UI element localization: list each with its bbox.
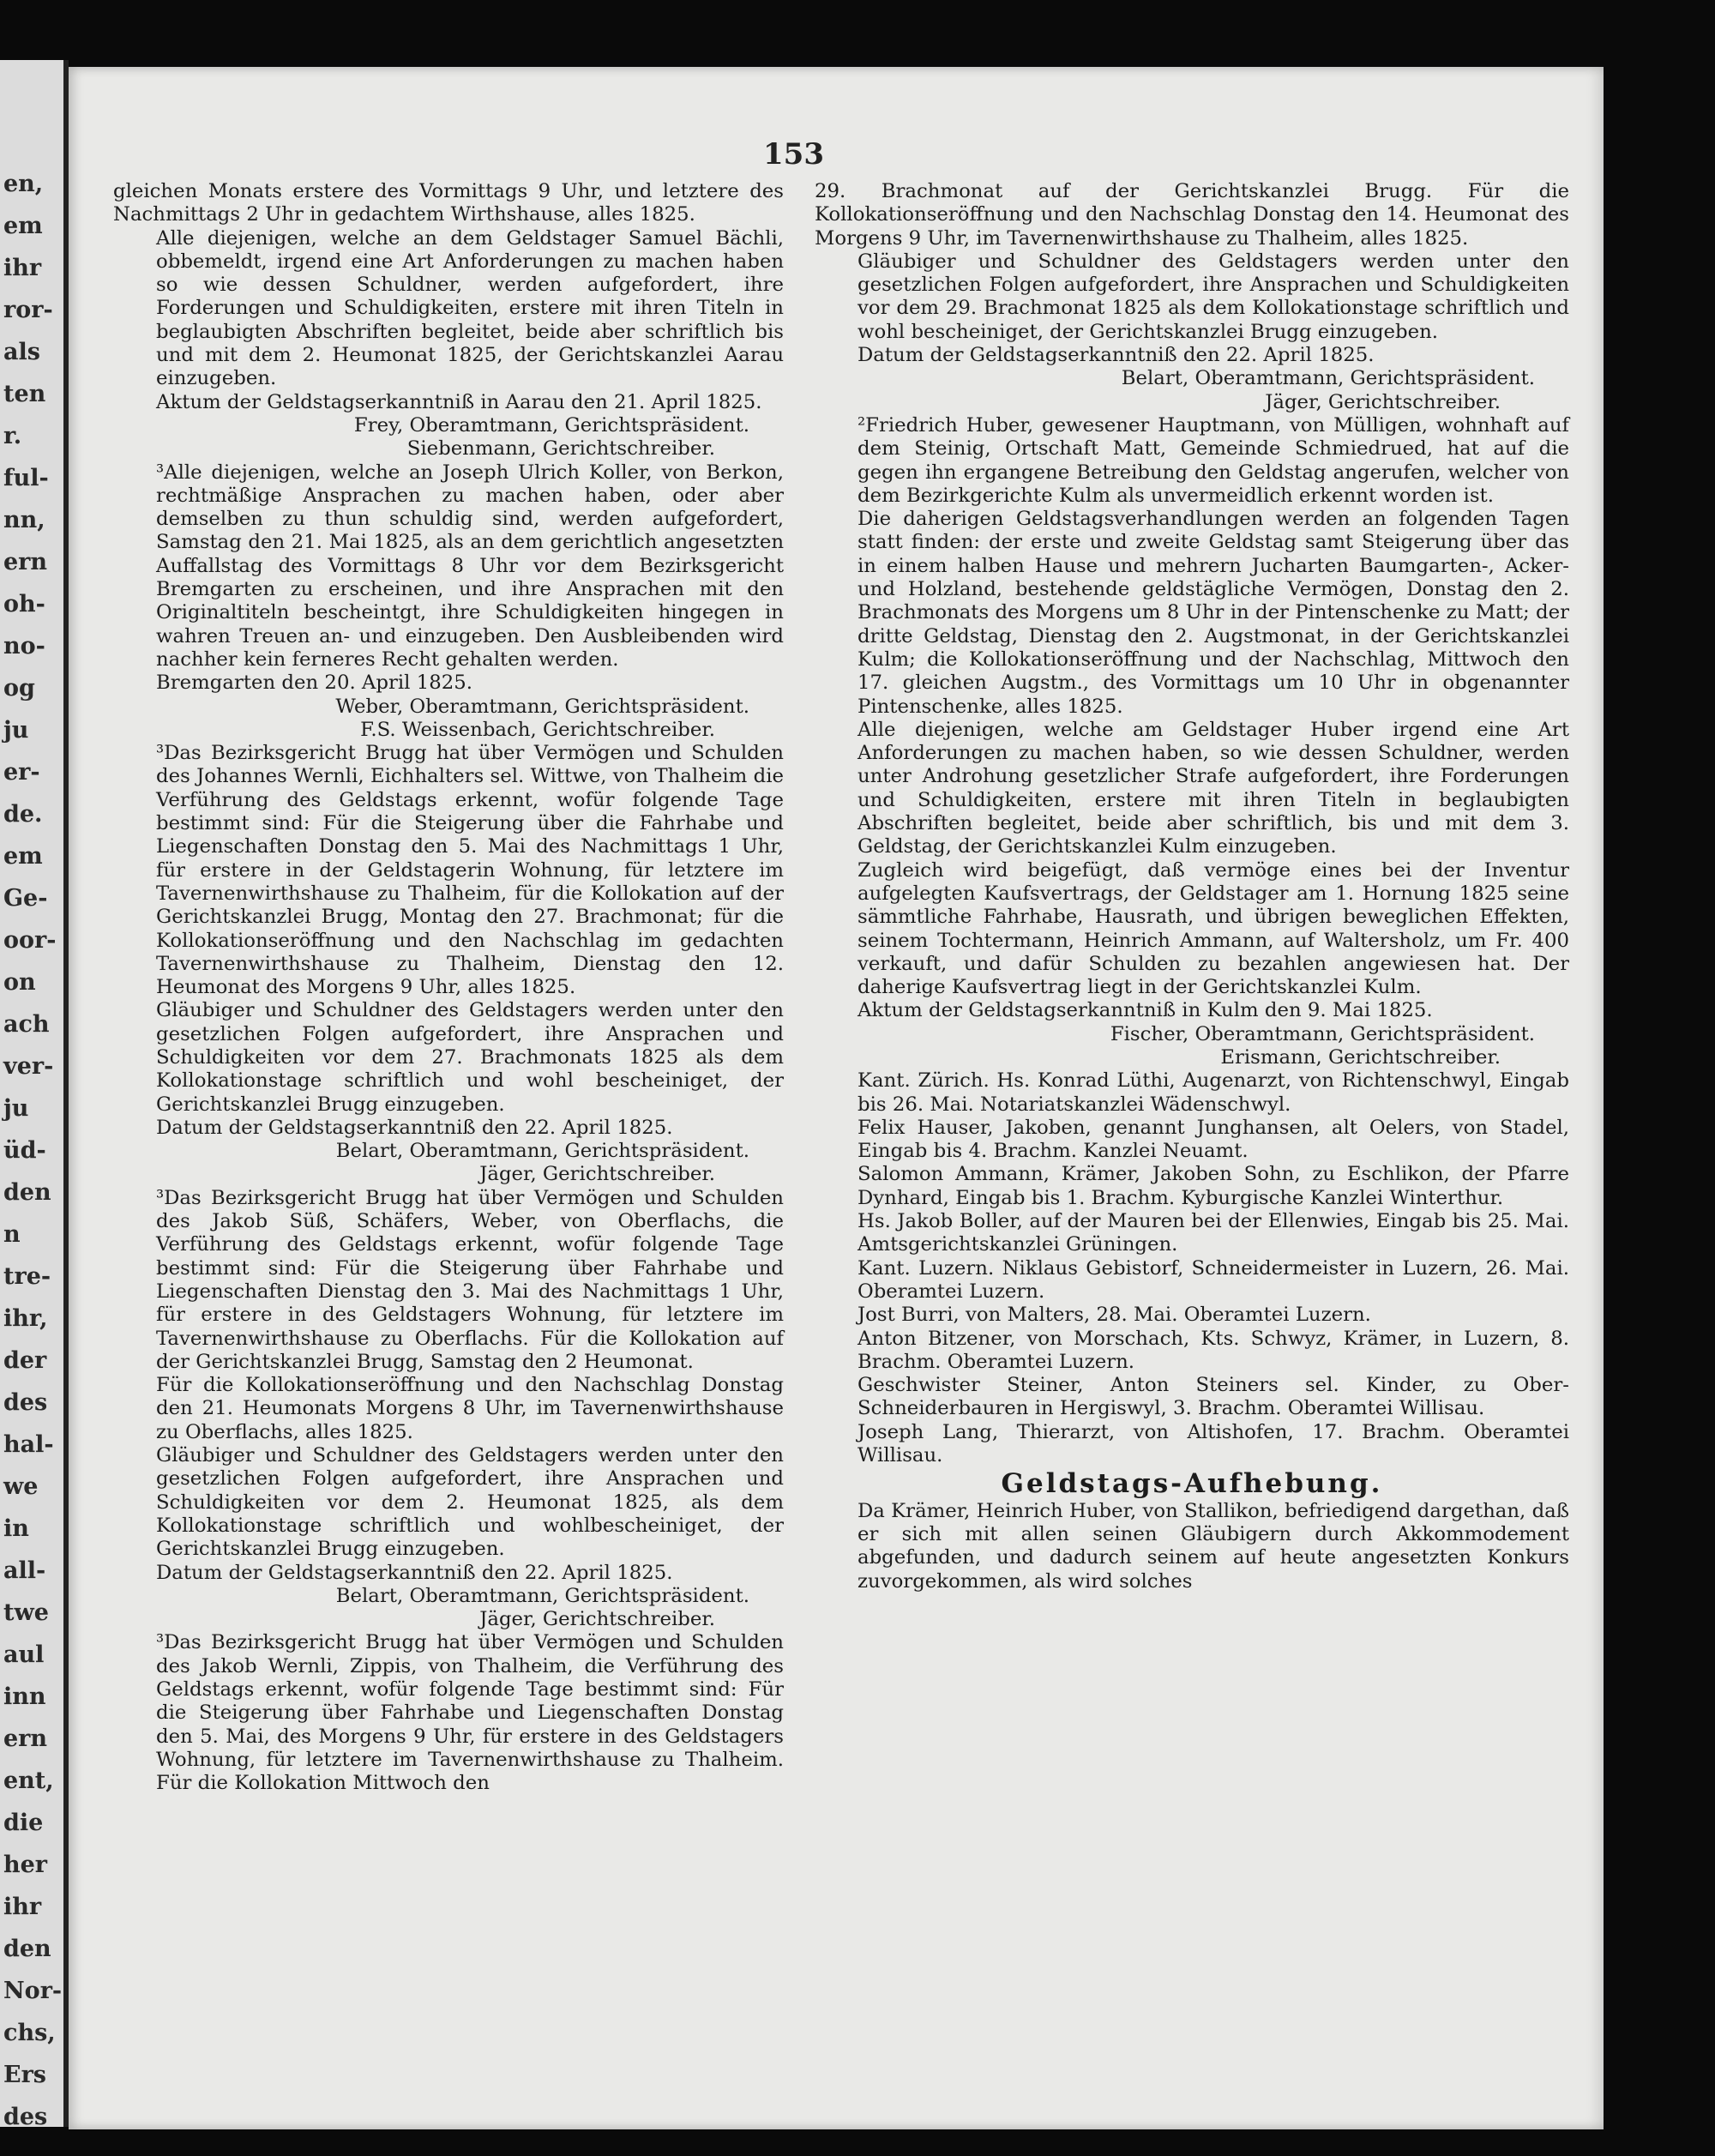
previous-page-fragment: ful- [3, 465, 49, 491]
previous-page-fragment: twe [3, 1599, 49, 1626]
previous-page-fragment: inn [3, 1683, 46, 1710]
notice-paragraph: Datum der Geldstagserkanntniß den 22. April 1825. [156, 1116, 673, 1139]
previous-page-fragment: en, [3, 171, 44, 197]
previous-page-fragment: Nor- [3, 1978, 63, 2004]
previous-page-edge [0, 60, 69, 2127]
previous-page-fragment: ten [3, 381, 46, 407]
right-column [815, 180, 1569, 1593]
notice-paragraph: Für die Kollokationseröffnung und den Nachschlag Donstag den 21. Heumonats Morgens 8 Uhr, im Tavernenwirthshause zu Oberflachs, alles 1825. [156, 1374, 784, 1443]
previous-page-fragment: der [3, 1347, 47, 1374]
previous-page-fragment: ihr [3, 1894, 42, 1920]
previous-page-fragment: ern [3, 549, 48, 575]
signature-line: Belart, Oberamtmann, Gerichtspräsident. [335, 1584, 749, 1607]
previous-page-fragment: aul [3, 1641, 45, 1668]
previous-page-fragment: in [3, 1515, 29, 1542]
previous-page-fragment: chs, [3, 2020, 56, 2046]
previous-page-fragment: ju [3, 1095, 29, 1122]
notice-paragraph: Anton Bitzener, von Morschach, Kts. Schwyz, Krämer, in Luzern, 8. Brachm. Oberamtei Luzern. [858, 1327, 1569, 1373]
previous-page-fragment: üd- [3, 1137, 46, 1164]
signature-line: Erismann, Gerichtschreiber. [1220, 1045, 1501, 1069]
previous-page-fragment: og [3, 675, 35, 702]
previous-page-fragment: er- [3, 759, 40, 786]
signature-line: Weber, Oberamtmann, Gerichtspräsident. [335, 695, 749, 718]
section-heading: Geldstags-Aufhebung. [1001, 1468, 1383, 1500]
previous-page-fragment: no- [3, 633, 45, 659]
previous-page-fragment: r. [3, 423, 22, 449]
notice-paragraph: Die daherigen Geldstagsverhandlungen werden an folgenden Tagen statt finden: der erste und zweite Geldstag samt Steigerung über das in einem halben Hause und mehrern Jucharten Baumgarten-, Acker- und Holzland, bestehende geldstägliche Vermögen, Donstag den 2. Brachmonats des Morgens um 8 Uhr in der Pintenschenke zu Matt; der dritte Geldstag, Dienstag den 2. Augstmonat, in der Gerichtskanzlei Kulm; die Kollokationseröffnung und der Nachschlag, Mittwoch den 17. gleichen Augstm., des Vormittags um 10 Uhr in obgenannter Pintenschenke, alles 1825. [858, 508, 1569, 718]
notice-paragraph: Gläubiger und Schuldner des Geldstagers werden unter den gesetzlichen Folgen aufgefordert, ihre Ansprachen und Schuldigkeiten vor dem 2. Heumonat 1825, als dem Kollokationstage schriftlich und wohlbescheiniget, der Gerichtskanzlei Brugg einzugeben. [156, 1444, 784, 1561]
notice-paragraph: ³Das Bezirksgericht Brugg hat über Vermögen und Schulden des Johannes Wernli, Eichhalters sel. Wittwe, von Thalheim die Verführung des Geldstags erkennt, wofür folgende Tage bestimmt sind: Für die Steigerung über die Fahrhabe und Liegenschaften Donstag den 5. Mai des Nachmittags 1 Uhr, für erstere in der Geldstagerin Wohnung, für letztere im Tavernenwirthshause zu Thalheim, für die Kollokation auf der Gerichtskanzlei Brugg, Montag den 27. Brachmonat; für die Kollokationseröffnung und den Nachschlag im gedachten Tavernenwirthshause zu Thalheim, Dienstag den 12. Heumonat des Morgens 9 Uhr, alles 1825. [156, 742, 784, 999]
previous-page-fragment: ver- [3, 1053, 54, 1080]
previous-page-fragment: die [3, 1810, 44, 1836]
notice-paragraph: Zugleich wird beigefügt, daß vermöge eines bei der Inventur aufgelegten Kaufsvertrags, der Geldstager am 1. Hornung 1825 seine sämmtliche Fahrhabe, Hausrath, und übrigen beweglichen Effekten, seinem Tochtermann, Heinrich Ammann, auf Waltersholz, um Fr. 400 verkauft, und dafür Schulden zu bezahlen angewiesen hat. Der daherige Kaufsvertrag liegt in der Gerichtskanzlei Kulm. [858, 858, 1569, 999]
previous-page-fragment: Ers [3, 2062, 47, 2088]
notice-paragraph: Alle diejenigen, welche an dem Geldstager Samuel Bächli, obbemeldt, irgend eine Art Anforderungen zu machen haben so wie dessen Schuldner, werden aufgefordert, ihre Forderungen und Schuldigkeiten, erstere mit ihren Titeln in beglaubigten Abschriften begleitet, beide aber schriftlich bis und mit dem 2. Heumonat 1825, der Gerichtskanzlei Aarau einzugeben. [156, 226, 784, 390]
previous-page-fragment: all- [3, 1557, 46, 1584]
previous-page-fragment: de. [3, 801, 43, 828]
signature-line: Siebenmann, Gerichtschreiber. [406, 437, 715, 461]
previous-page-fragment: als [3, 339, 40, 365]
previous-page-fragment: ror- [3, 297, 53, 323]
page-number: 153 [763, 137, 824, 172]
notice-paragraph: Bremgarten den 20. April 1825. [156, 671, 472, 695]
previous-page-fragment: on [3, 969, 36, 996]
previous-page-fragment: n [3, 1221, 21, 1248]
signature-line: Jäger, Gerichtschreiber. [479, 1608, 715, 1631]
signature-line: Belart, Oberamtmann, Gerichtspräsident. [1121, 367, 1535, 390]
previous-page-fragment: em [3, 843, 43, 870]
notice-paragraph: Felix Hauser, Jakoben, genannt Junghansen, alt Oelers, von Stadel, Eingab bis 4. Brachm. Kanzlei Neuamt. [858, 1116, 1569, 1163]
previous-page-fragment: nn, [3, 507, 45, 533]
signature-line: F.S. Weissenbach, Gerichtschreiber. [360, 718, 715, 741]
notice-paragraph: Kant. Zürich. Hs. Konrad Lüthi, Augenarzt, von Richtenschwyl, Eingab bis 26. Mai. Notariatskanzlei Wädenschwyl. [858, 1069, 1569, 1116]
notice-paragraph: ³Alle diejenigen, welche an Joseph Ulrich Koller, von Berkon, rechtmäßige Ansprachen zu machen haben, oder aber demselben zu thun schuldig sind, werden aufgefordert, Samstag den 21. Mai 1825, als an dem gerichtlich angesetzten Auffallstag des Vormittags 8 Uhr vor dem Bezirksgericht Bremgarten zu erscheinen, und ihre Ansprachen mit den Originaltiteln bescheintgt, ihre Schuldigkeiten hingegen in wahren Treuen an- und einzugeben. Den Ausbleibenden wird nachher kein ferneres Recht gehalten werden. [156, 461, 784, 671]
previous-page-fragment: oh- [3, 591, 45, 617]
previous-page-fragment: ach [3, 1011, 50, 1038]
notice-paragraph: Alle diejenigen, welche am Geldstager Huber irgend eine Art Anforderungen zu machen haben, so wie dessen Schuldner, werden unter Androhung gesetzlicher Strafe aufgefordert, ihre Forderungen und Schuldigkeiten, erstere mit ihren Titeln in beglaubigten Abschriften begleitet, beide aber schriftlich, bis und mit dem 3. Geldstag, der Gerichtskanzlei Kulm einzugeben. [858, 718, 1569, 858]
previous-page-fragment: oor- [3, 927, 57, 954]
notice-paragraph: ²Friedrich Huber, gewesener Hauptmann, von Mülligen, wohnhaft auf dem Steinig, Ortschaft Matt, Gemeinde Schmiedrued, hat auf die gegen ihn ergangene Betreibung den Geldstag angerufen, welcher von dem Bezirkgerichte Kulm als unvermeidlich erkennt worden ist. [858, 413, 1569, 507]
previous-page-fragment: tre- [3, 1263, 51, 1290]
signature-line: Jäger, Gerichtschreiber. [1265, 390, 1501, 413]
notice-paragraph: Aktum der Geldstagserkanntniß in Kulm den 9. Mai 1825. [858, 999, 1433, 1022]
previous-page-fragment: ern [3, 1725, 48, 1752]
notice-paragraph: Gläubiger und Schuldner des Geldstagers werden unter den gesetzlichen Folgen aufgefordert, ihre Ansprachen und Schuldigkeiten vor dem 27. Brachmonats 1825 als dem Kollokationstage schriftlich und wohl bescheiniget, der Gerichtskanzlei Brugg einzugeben. [156, 999, 784, 1116]
previous-page-fragment: em [3, 213, 43, 239]
previous-page-fragment: den [3, 1179, 51, 1206]
newspaper-page [69, 67, 1604, 2129]
previous-page-fragment: ihr [3, 255, 42, 281]
signature-line: Jäger, Gerichtschreiber. [479, 1163, 715, 1186]
previous-page-fragment: des [3, 1389, 48, 1416]
notice-paragraph: ³Das Bezirksgericht Brugg hat über Vermögen und Schulden des Jakob Wernli, Zippis, von Thalheim, die Verführung des Geldstags erkennt, wofür folgende Tage bestimmt sind: Für die Steigerung über Fahrhabe und Liegenschaften Donstag den 5. Mai, des Morgens 9 Uhr, für erstere in des Geldstagers Wohnung, für letztere im Tavernenwirthshause zu Thalheim. Für die Kollokation Mittwoch den [156, 1631, 784, 1795]
notice-paragraph: Aktum der Geldstagserkanntniß in Aarau den 21. April 1825. [156, 390, 762, 413]
notice-paragraph: Datum der Geldstagserkanntniß den 22. April 1825. [156, 1561, 673, 1584]
left-column [113, 180, 784, 1795]
notice-paragraph: Joseph Lang, Thierarzt, von Altishofen, 17. Brachm. Oberamtei Willisau. [858, 1420, 1569, 1467]
previous-page-fragment: des [3, 2104, 48, 2127]
notice-paragraph: gleichen Monats erstere des Vormittags 9 Uhr, und letztere des Nachmittags 2 Uhr in gedachtem Wirthshause, alles 1825. [113, 180, 784, 226]
notice-paragraph: Jost Burri, von Malters, 28. Mai. Oberamtei Luzern. [858, 1304, 1371, 1327]
signature-line: Frey, Oberamtmann, Gerichtspräsident. [353, 413, 749, 437]
notice-paragraph: Datum der Geldstagserkanntniß den 22. April 1825. [858, 344, 1375, 367]
notice-paragraph: Hs. Jakob Boller, auf der Mauren bei der Ellenwies, Eingab bis 25. Mai. Amtsgerichtskanzlei Grüningen. [858, 1210, 1569, 1256]
notice-paragraph: ³Das Bezirksgericht Brugg hat über Vermögen und Schulden des Jakob Süß, Schäfers, Weber, von Oberflachs, die Verführung des Geldstags erkennt, wofür folgende Tage bestimmt sind: Für die Steigerung über Fahrhabe und Liegenschaften Dienstag den 3. Mai des Nachmittags 1 Uhr, für erstere in des Geldstagers Wohnung, für letztere im Tavernenwirthshause zu Oberflachs. Für die Kollokation auf der Gerichtskanzlei Brugg, Samstag den 2 Heumonat. [156, 1186, 784, 1373]
notice-paragraph: 29. Brachmonat auf der Gerichtskanzlei Brugg. Für die Kollokationseröffnung und den Nachschlag Donstag den 14. Heumonat des Morgens 9 Uhr, im Tavernenwirthshause zu Thalheim, alles 1825. [815, 180, 1569, 250]
previous-page-fragment: den [3, 1936, 51, 1962]
notice-paragraph: Kant. Luzern. Niklaus Gebistorf, Schneidermeister in Luzern, 26. Mai. Oberamtei Luzern. [858, 1256, 1569, 1303]
previous-page-fragment: we [3, 1473, 39, 1500]
signature-line: Belart, Oberamtmann, Gerichtspräsident. [335, 1140, 749, 1163]
previous-page-fragment: ihr, [3, 1305, 48, 1332]
previous-page-fragment: her [3, 1852, 48, 1878]
previous-page-fragment: Ge- [3, 885, 48, 912]
previous-page-fragment: ent, [3, 1768, 54, 1794]
signature-line: Fischer, Oberamtmann, Gerichtspräsident. [1110, 1022, 1535, 1045]
notice-paragraph: Geschwister Steiner, Anton Steiners sel. Kinder, zu Ober-Schneiderbauren in Hergiswyl, 3. Brachm. Oberamtei Willisau. [858, 1374, 1569, 1420]
notice-paragraph: Da Krämer, Heinrich Huber, von Stallikon, befriedigend dargethan, daß er sich mit allen seinen Gläubigern durch Akkommodement abgefunden, und dadurch seinem auf heute angesetzten Konkurs zuvorgekommen, als wird solches [858, 1499, 1569, 1593]
previous-page-fragment: ju [3, 717, 29, 744]
notice-paragraph: Salomon Ammann, Krämer, Jakoben Sohn, zu Eschlikon, der Pfarre Dynhard, Eingab bis 1. Brachm. Kyburgische Kanzlei Winterthur. [858, 1163, 1569, 1209]
previous-page-fragment: hal- [3, 1431, 54, 1458]
notice-paragraph: Gläubiger und Schuldner des Geldstagers werden unter den gesetzlichen Folgen aufgefordert, ihre Ansprachen und Schuldigkeiten vor dem 29. Brachmonat 1825 als dem Kollokationstage schriftlich und wohl bescheiniget, der Gerichtskanzlei Brugg einzugeben. [858, 250, 1569, 343]
